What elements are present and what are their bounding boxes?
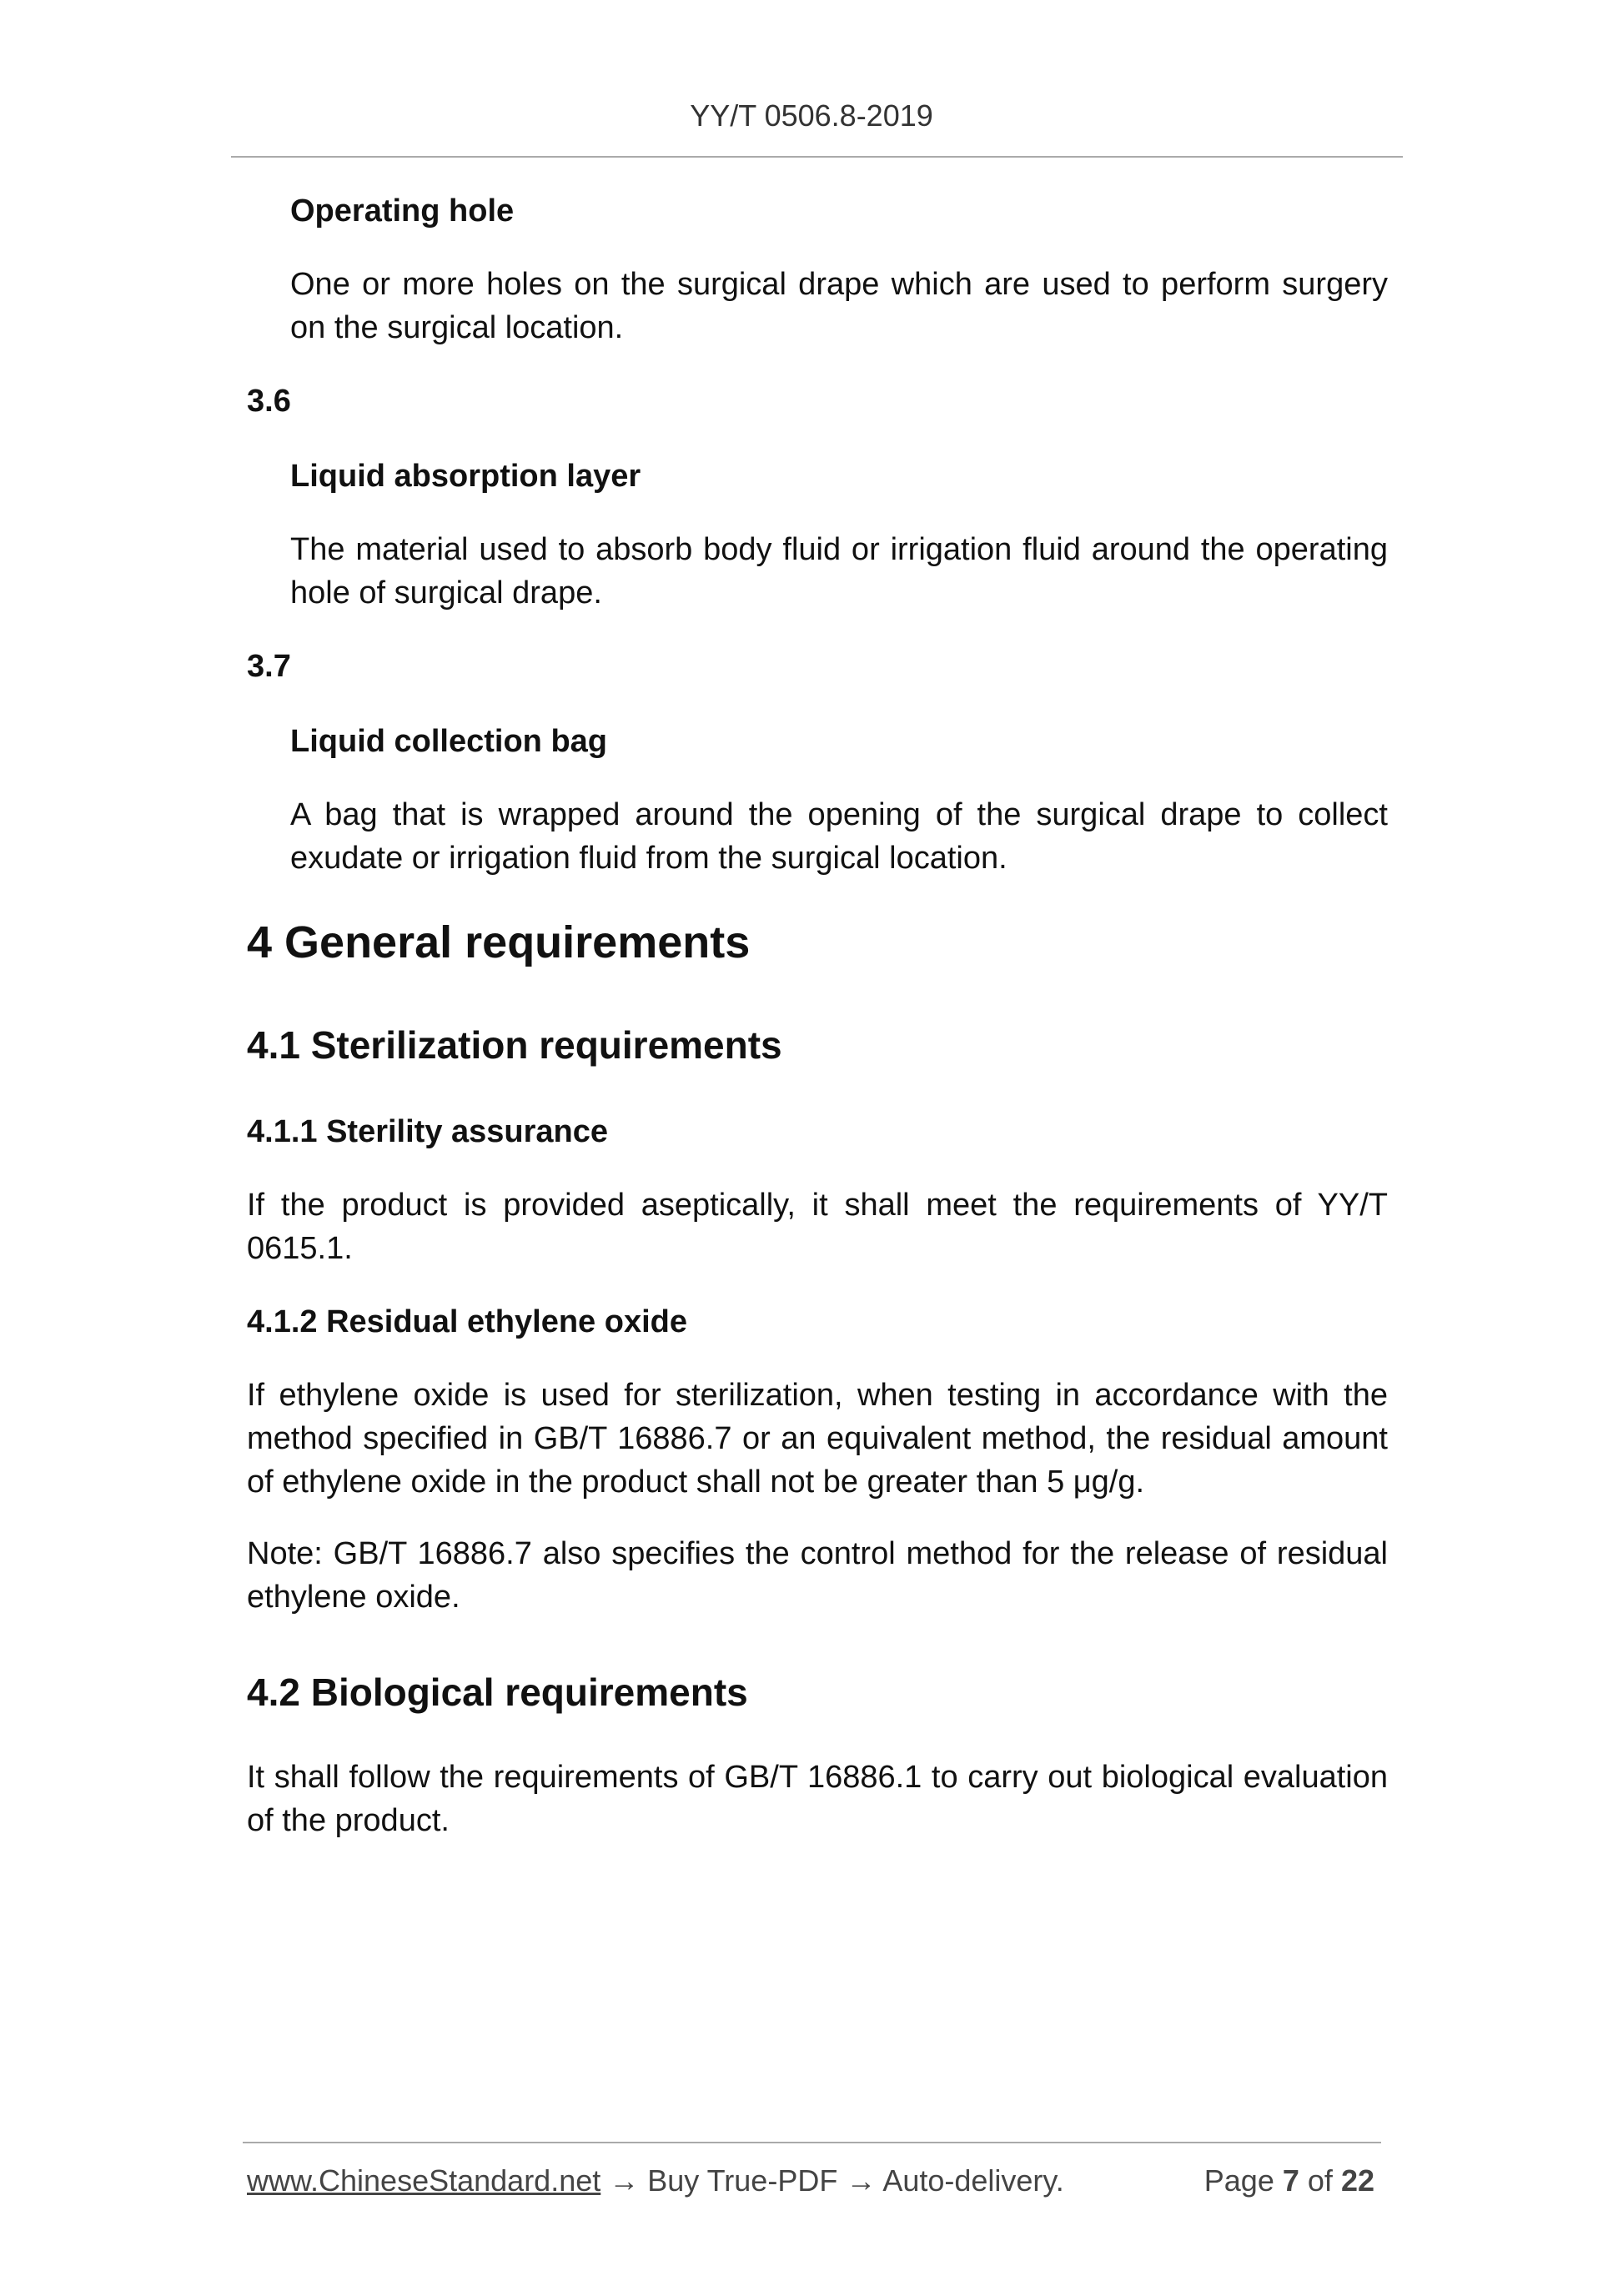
clause-number-3-6: 3.6: [247, 384, 291, 419]
page-label: Page: [1203, 2163, 1274, 2198]
document-code-header: YY/T 0506.8-2019: [690, 98, 933, 133]
website-link[interactable]: www.ChineseStandard.net: [247, 2163, 601, 2198]
paragraph-sterility-assurance: If the product is provided aseptically, it shall meet the requirements of YY/T 0615.1.: [247, 1188, 1388, 1266]
page-of-label: of: [1307, 2163, 1333, 2198]
term-definition-liquid-absorption-layer: The material used to absorb body fluid or irrigation fluid around the operating hole of surgical drape.: [290, 532, 1388, 610]
section-heading-4-1-2: 4.1.2 Residual ethylene oxide: [247, 1304, 687, 1339]
section-heading-4-2: 4.2 Biological requirements: [247, 1671, 748, 1714]
paragraph-biological-requirements: It shall follow the requirements of GB/T 16886.1 to carry out biological evaluation of the product.: [247, 1760, 1388, 1838]
page-indicator: [1204, 2160, 1374, 2202]
clause-number-3-7: 3.7: [247, 649, 291, 684]
section-heading-4-1-1: 4.1.1 Sterility assurance: [247, 1114, 609, 1149]
current-page-number: 7: [1282, 2163, 1299, 2198]
footer-divider: [243, 2142, 1381, 2143]
document-content: [247, 188, 1388, 1842]
footer-promo-text: → Buy True-PDF → Auto-delivery.: [600, 2163, 1064, 2198]
header-divider: [231, 156, 1403, 158]
paragraph-residual-ethylene-oxide: If ethylene oxide is used for sterilization, when testing in accordance with the method specified in GB/T 16886.7 or an equivalent method, the residual amount of ethylene oxide in the product shall not be greater than 5 μg/g.: [247, 1378, 1388, 1500]
term-definition-operating-hole: One or more holes on the surgical drape which are used to perform surgery on the surgical location.: [290, 267, 1388, 345]
term-title-operating-hole: Operating hole: [290, 193, 515, 229]
term-definition-liquid-collection-bag: A bag that is wrapped around the opening of the surgical drape to collect exudate or irrigation fluid from the surgical location.: [290, 797, 1388, 876]
note-residual-ethylene-oxide: Note: GB/T 16886.7 also specifies the control method for the release of residual ethylene oxide.: [247, 1536, 1388, 1615]
section-heading-4: 4 General requirements: [247, 917, 751, 967]
term-title-liquid-absorption-layer: Liquid absorption layer: [290, 459, 641, 494]
total-page-number: 22: [1340, 2163, 1374, 2198]
footer-promo: [247, 2160, 1064, 2202]
term-title-liquid-collection-bag: Liquid collection bag: [290, 724, 607, 759]
section-heading-4-1: 4.1 Sterilization requirements: [247, 1023, 782, 1067]
